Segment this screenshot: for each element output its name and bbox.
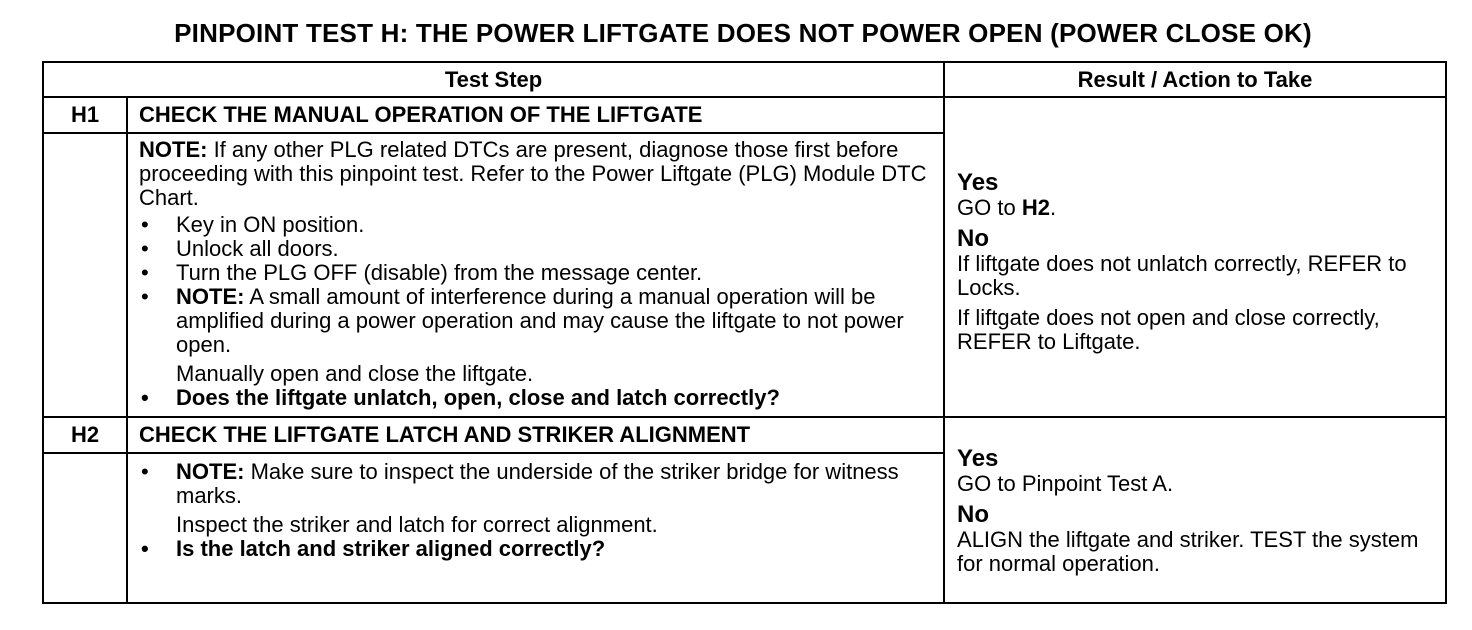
step-h2-result (944, 417, 1446, 603)
list-item: • Key in ON position. (139, 213, 935, 237)
step-id-blank (43, 133, 127, 417)
no-action-2: If liftgate does not open and close correctly, REFER to Liftgate. (957, 305, 1380, 354)
step-h1-body (127, 133, 944, 417)
step-question: • Is the latch and striker aligned correctly? (139, 537, 935, 561)
step-question: • Does the liftgate unlatch, open, close and latch correctly? (139, 386, 935, 410)
pinpoint-test-table (42, 61, 1447, 604)
step-h2-body (127, 453, 944, 603)
no-label: No (957, 501, 990, 528)
list-item: • Unlock all doors. (139, 237, 935, 261)
no-action: ALIGN the liftgate and striker. TEST the system for normal operation. (957, 527, 1419, 576)
step-note: NOTE: If any other PLG related DTCs are present, diagnose those first before proceeding with this pinpoint test. Refer to the Power Liftgate (PLG) Module DTC Chart. (139, 137, 927, 210)
yes-action: GO to Pinpoint Test A. (957, 471, 1174, 496)
list-item-continuation: Inspect the striker and latch for correct alignment. (176, 512, 658, 537)
step-id: H1 (43, 97, 127, 133)
step-h1-result (944, 97, 1446, 417)
yes-action: GO to H2. (957, 195, 1057, 220)
step-h2-title-row (43, 417, 1446, 453)
page-title: PINPOINT TEST H: THE POWER LIFTGATE DOES NOT POWER OPEN (POWER CLOSE OK) (174, 18, 1312, 48)
list-item: • NOTE: A small amount of interference during a manual operation will be amplified during a power operation and may cause the liftgate to not power open. (139, 285, 935, 357)
yes-label: Yes (957, 169, 999, 196)
header-test-step: Test Step (43, 62, 944, 97)
no-label: No (957, 225, 990, 252)
list-item-continuation: Manually open and close the liftgate. (176, 361, 534, 386)
step-bullet-list (139, 213, 935, 410)
header-result: Result / Action to Take (944, 62, 1446, 97)
list-item: • Turn the PLG OFF (disable) from the message center. (139, 261, 935, 285)
step-bullet-list (139, 460, 935, 561)
step-h1-title-row (43, 97, 1446, 133)
list-item: • NOTE: Make sure to inspect the underside of the striker bridge for witness marks. (139, 460, 935, 508)
table-header-row (43, 62, 1446, 97)
yes-target-link: H2 (1021, 195, 1050, 220)
step-title: CHECK THE MANUAL OPERATION OF THE LIFTGATE (127, 97, 944, 133)
yes-label: Yes (957, 445, 999, 472)
step-id: H2 (43, 417, 127, 453)
step-title: CHECK THE LIFTGATE LATCH AND STRIKER ALIGNMENT (127, 417, 944, 453)
no-action-1: If liftgate does not unlatch correctly, REFER to Locks. (957, 251, 1407, 300)
step-id-blank (43, 453, 127, 603)
